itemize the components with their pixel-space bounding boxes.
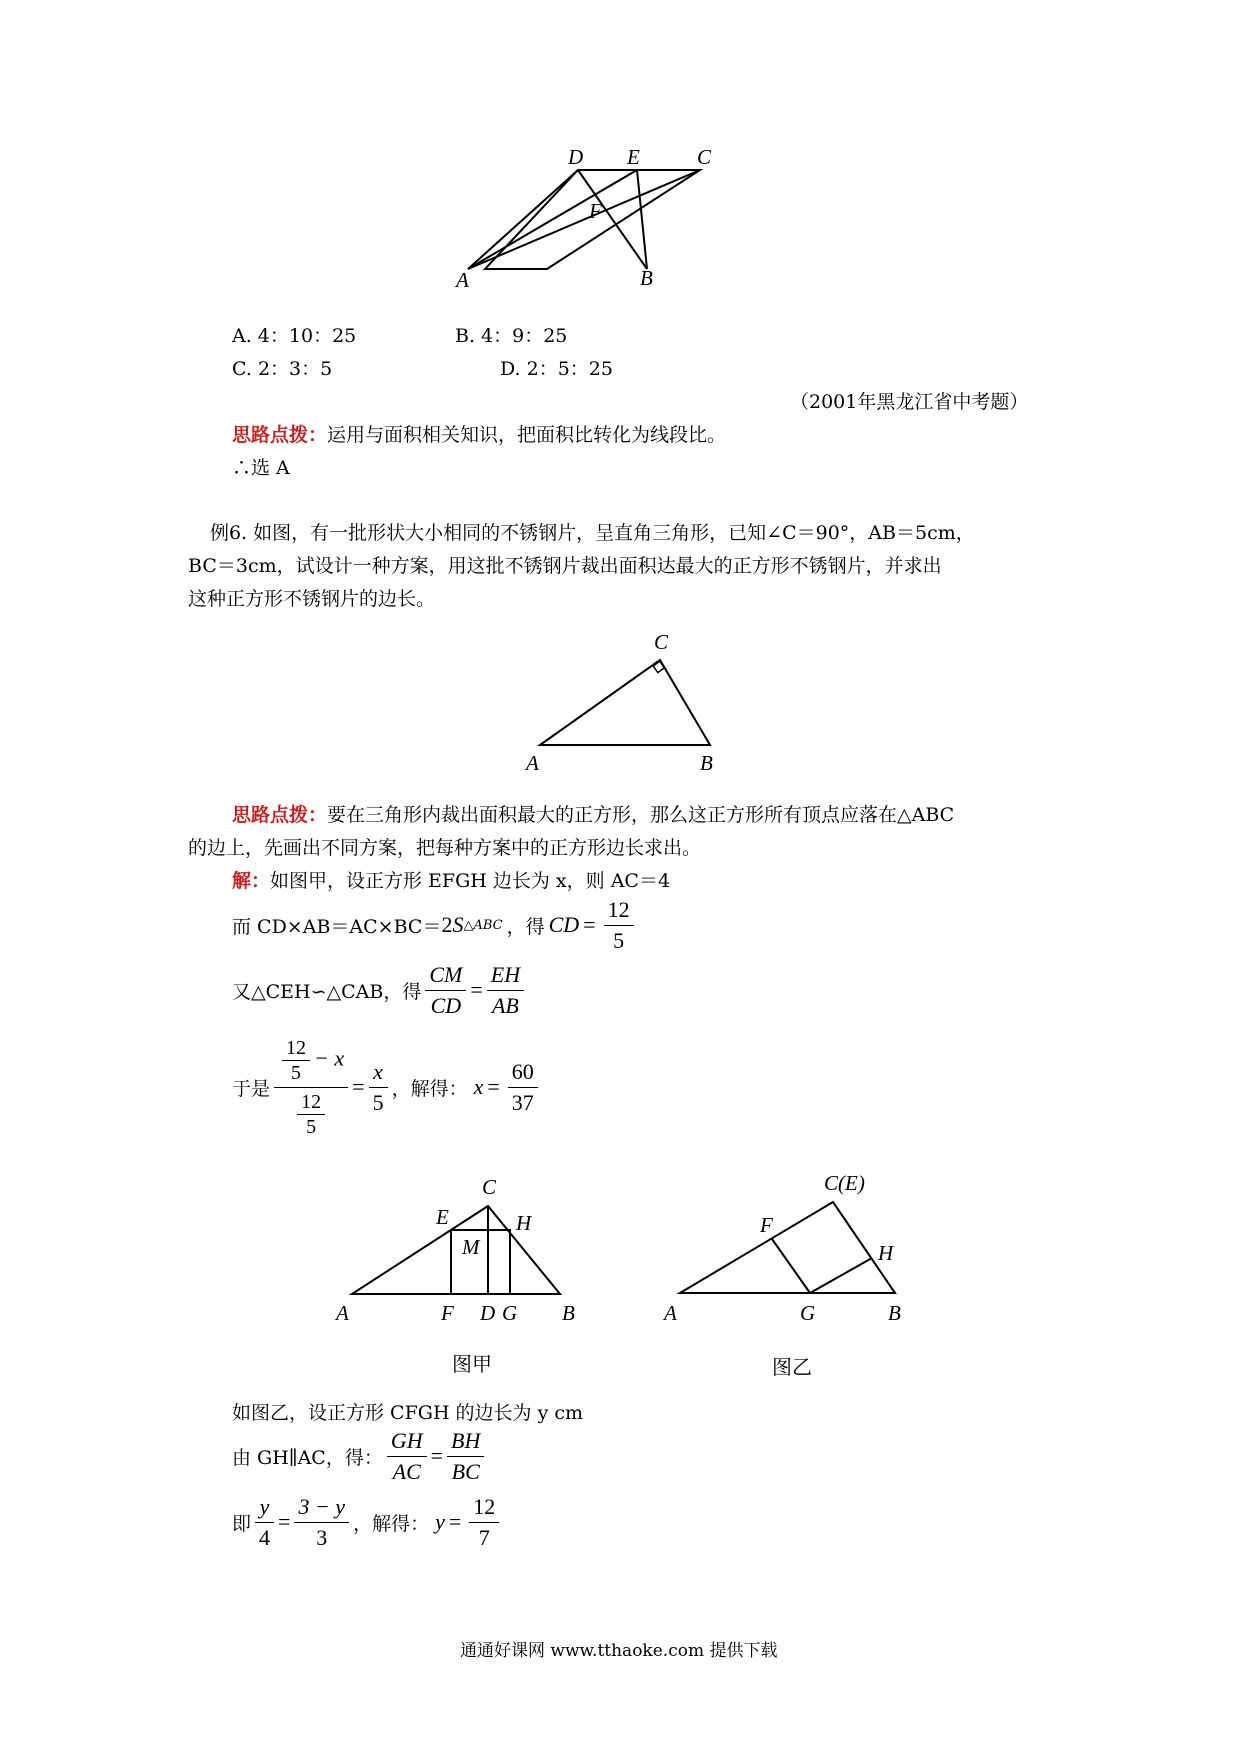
sol2-s3-var: y [435, 1509, 445, 1534]
s4-var: x [473, 1074, 484, 1099]
sol2-s3-eq: = [278, 1509, 291, 1534]
fig3-label-D: D [480, 1301, 496, 1325]
solution2-line1: 如图乙，设正方形 CFGH 的边长为 y cm [232, 1402, 584, 1424]
sol2-s3-mid: ，解得： [353, 1512, 430, 1535]
s4-complex-num [274, 1036, 348, 1088]
hint-2-label: 思路点拨： [232, 804, 328, 826]
s2-eq: = [583, 912, 596, 937]
fig4-caption: 图乙 [772, 1355, 812, 1379]
s3-n2: EH [487, 960, 524, 991]
s2-den: 5 [613, 927, 625, 953]
s4-inner-den: 5 [291, 1061, 302, 1084]
fig3-label-M: M [462, 1235, 480, 1259]
hint-1-label: 思路点拨： [232, 424, 328, 446]
s3-eq: = [470, 977, 483, 1002]
s4-complex-den [274, 1088, 348, 1139]
s4-low-frac [297, 1090, 325, 1139]
fig3-label-H: H [516, 1211, 532, 1235]
example6-line3: 这种正方形不锈钢片的边长。 [188, 588, 436, 610]
fig3-caption: 图甲 [452, 1352, 492, 1376]
s4-n2: x [369, 1057, 388, 1088]
option-a: A. 4：10：25 [232, 325, 357, 347]
s2-coef: 2 [441, 912, 453, 937]
s3-frac2 [487, 960, 524, 1021]
source-note: （2001年黑龙江省中考题） [790, 391, 1029, 413]
fig1-label-F: F [589, 199, 602, 223]
option-c: C. 2：3：5 [232, 358, 333, 380]
fig3-label-E: E [436, 1205, 449, 1229]
s2-var: CD [548, 912, 580, 937]
fig2-label-A: A [526, 751, 539, 775]
s2-mid: ，得 [506, 915, 545, 938]
fig4-label-CE: C(E) [824, 1171, 865, 1195]
s4-eq2: = [487, 1074, 500, 1099]
s4-d2: 5 [372, 1089, 384, 1115]
sol2-n2: BH [447, 1426, 484, 1457]
s4-pre: 于是 [232, 1077, 271, 1100]
figure-jia [330, 1170, 590, 1330]
s4-inner-num: 12 [282, 1036, 310, 1061]
sol2-s3-frac2 [294, 1492, 349, 1553]
s4-result [508, 1057, 538, 1118]
figure-right-triangle [520, 625, 740, 775]
answer-1: ∴选 A [232, 457, 290, 479]
s3-d2: AB [491, 992, 519, 1018]
sol2-s3-d1: 4 [259, 1524, 271, 1550]
solution-line1 [232, 866, 670, 893]
s4-rd: 37 [511, 1089, 534, 1115]
s4-complex-frac [274, 1036, 348, 1139]
sol2-d2: BC [451, 1458, 480, 1484]
sol2-s3-d2: 3 [316, 1524, 328, 1550]
solution-line2 [232, 893, 638, 957]
sol2-s3-n1: y [255, 1492, 274, 1523]
hint-2-line2: 的边上，先画出不同方案，把每种方案中的正方形边长求出。 [188, 837, 702, 859]
fig3-label-A: A [336, 1301, 349, 1325]
page-footer: 通通好课网 www.tthaoke.com 提供下载 [460, 1641, 778, 1661]
fig2-label-B: B [700, 751, 713, 775]
s2-sub: △ABC [463, 917, 503, 933]
fig4-label-F: F [760, 1213, 773, 1237]
figure-parallelogram [440, 140, 740, 292]
s4-rn: 60 [508, 1057, 538, 1088]
s4-frac2 [369, 1057, 388, 1118]
s4-eq: = [352, 1074, 365, 1099]
sol2-eq: = [430, 1443, 444, 1468]
sol2-s3-pre: 即 [232, 1512, 252, 1535]
solution-label: 解： [232, 870, 271, 892]
fig1-label-E: E [627, 145, 640, 169]
sol2-s3-n2: 3 − y [294, 1492, 349, 1523]
solution-s1: 如图甲，设正方形 EFGH 边长为 x，则 AC＝4 [270, 870, 671, 892]
s3-d1: CD [430, 992, 462, 1018]
s2-frac [604, 895, 634, 956]
fig3-label-B: B [562, 1301, 575, 1325]
fig3-label-F: F [441, 1301, 454, 1325]
hint-1 [232, 420, 726, 447]
solution2-line2 [232, 1424, 488, 1488]
sol2-s3-result [469, 1492, 499, 1553]
s4-inner-frac [282, 1036, 310, 1085]
s2-S: S [452, 912, 464, 937]
fig4-label-B: B [888, 1301, 901, 1325]
fig3-label-C: C [482, 1175, 497, 1199]
fig4-label-G: G [800, 1301, 816, 1325]
hint-2-text: 要在三角形内裁出面积最大的正方形，那么这正方形所有顶点应落在△ABC [327, 804, 955, 826]
sol2-n1: GH [387, 1426, 427, 1457]
fig1-label-C: C [697, 145, 712, 169]
hint-1-text: 运用与面积相关知识，把面积比转化为线段比。 [327, 424, 727, 446]
fig1-label-B: B [640, 266, 653, 290]
fig4-label-H: H [878, 1241, 894, 1265]
s2-pre: 而 CD×AB＝AC×BC＝ [232, 915, 442, 938]
s3-pre: 又△CEH∽△CAB，得 [232, 980, 422, 1003]
hint-2 [232, 800, 954, 827]
example6-line2: BC＝3cm，试设计一种方案，用这批不锈钢片裁出面积达最大的正方形不锈钢片，并求出 [188, 555, 942, 577]
solution-line4 [232, 1025, 542, 1149]
s2-num: 12 [604, 895, 634, 926]
sol2-s3-eq2: = [448, 1509, 462, 1534]
s4-mid: ，解得： [391, 1077, 468, 1100]
s3-n1: CM [425, 960, 466, 991]
fig2-label-C: C [654, 630, 669, 654]
sol2-s3-frac1 [255, 1492, 274, 1553]
s4-low-den: 5 [306, 1115, 317, 1138]
fig1-label-A: A [456, 268, 469, 292]
sol2-frac1 [387, 1426, 427, 1487]
fig3-label-G: G [502, 1301, 518, 1325]
sol2-s3-rn: 12 [469, 1492, 499, 1523]
s4-low-num: 12 [297, 1090, 325, 1115]
sol2-s3-rd: 7 [478, 1524, 490, 1550]
example6-line1: 例6. 如图，有一批形状大小相同的不锈钢片，呈直角三角形，已知∠C＝90°，AB＝5cm， [210, 522, 975, 544]
sol2-frac2 [447, 1426, 484, 1487]
fig4-label-A: A [664, 1301, 677, 1325]
option-d: D. 2：5：25 [500, 358, 613, 380]
solution2-line3 [232, 1490, 503, 1554]
solution-line3 [232, 958, 528, 1022]
sol2-d1: AC [392, 1458, 421, 1484]
s4-minus: − x [314, 1045, 345, 1071]
sol2-s2-pre: 由 GH∥AC，得： [232, 1446, 383, 1469]
s3-frac1 [425, 960, 466, 1021]
fig1-label-D: D [568, 145, 584, 169]
figure-yi [660, 1160, 920, 1325]
option-b: B. 4：9：25 [455, 325, 568, 347]
